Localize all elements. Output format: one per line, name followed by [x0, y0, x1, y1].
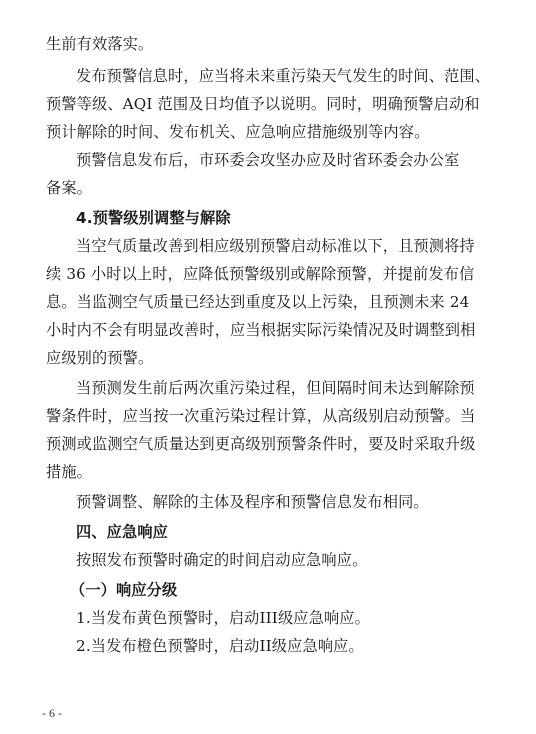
paragraph-line: 小时内不会有明显改善时，应当根据实际污染情况及时调整到相 — [46, 321, 476, 339]
subsection-heading: （一）响应分级 — [70, 581, 178, 599]
paragraph-line: 预警等级、AQI 范围及日均值予以说明。同时，明确预警启动和 — [46, 95, 480, 113]
paragraph-line: 预测或监测空气质量达到更高级别预警条件时，要及时采取升级 — [46, 435, 476, 453]
paragraph-line: 预计解除的时间、发布机关、应急响应措施级别等内容。 — [46, 123, 430, 141]
section-heading: 四、应急响应 — [76, 523, 169, 541]
subsection-heading: 4.预警级别调整与解除 — [76, 209, 231, 227]
paragraph-line: 生前有效落实。 — [46, 35, 154, 53]
paragraph-line: 预警信息发布后，市环委会攻坚办应及时省环委会办公室 — [76, 151, 460, 169]
paragraph-line: 发布预警信息时，应当将未来重污染天气发生的时间、范围、 — [76, 67, 491, 85]
paragraph-line: 当空气质量改善到相应级别预警启动标准以下，且预测将持 — [76, 237, 475, 255]
paragraph-line: 当预测发生前后两次重污染过程，但间隔时间未达到解除预 — [76, 379, 475, 397]
paragraph-line: 息。当监测空气质量已经达到重度及以上污染，且预测未来 24 — [46, 293, 470, 311]
paragraph-line: 警条件时，应当按一次重污染过程计算，从高级别启动预警。当 — [46, 407, 476, 425]
list-item: 1.当发布黄色预警时，启动III级应急响应。 — [76, 609, 370, 627]
page-number: - 6 - — [42, 706, 62, 720]
paragraph-line: 措施。 — [46, 463, 93, 481]
paragraph-line: 应级别的预警。 — [46, 349, 154, 367]
paragraph-line: 预警调整、解除的主体及程序和预警信息发布相同。 — [76, 493, 429, 511]
paragraph-line: 备案。 — [46, 179, 93, 197]
paragraph-line: 按照发布预警时确定的时间启动应急响应。 — [76, 551, 368, 569]
list-item: 2.当发布橙色预警时，启动II级应急响应。 — [76, 637, 364, 655]
paragraph-line: 续 36 小时以上时，应降低预警级别或解除预警，并提前发布信 — [46, 265, 475, 283]
